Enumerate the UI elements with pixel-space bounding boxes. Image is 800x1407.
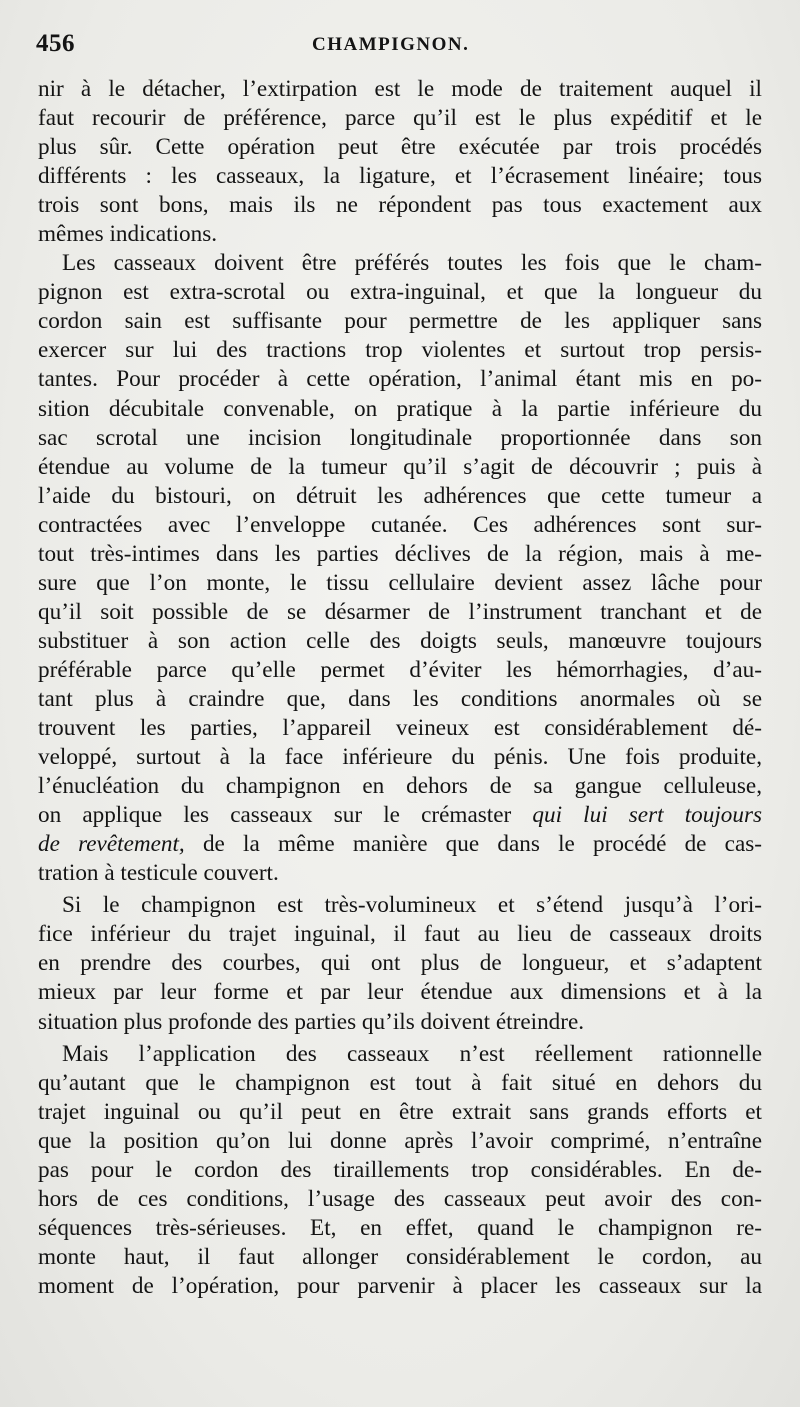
text-line: l’énucléation du champignon en dehors de sa gangue celluleuse,	[38, 773, 762, 800]
text-line: substituer à son action celle des doigts seuls, manœuvre toujours	[38, 627, 762, 654]
text-line: situation plus profonde des parties qu’ils doivent étreindre.	[38, 1008, 585, 1035]
text-line: contractées avec l’enveloppe cutanée. Ces adhérences sont sur-	[38, 511, 762, 538]
page-header	[36, 30, 716, 62]
text-line: mieux par leur forme et par leur étendue aux dimensions et à la	[38, 979, 762, 1006]
text-line: pas pour le cordon des tiraillements trop considérables. En de-	[38, 1156, 762, 1183]
text-line: différents : les casseaux, la ligature, et l’écrasement linéaire; tous	[38, 163, 762, 190]
text-line: sac scrotal une incision longitudinale proportionnée dans son	[38, 424, 762, 451]
paragraph-start-line: Si le champignon est très-volumineux et s’étend jusqu’à l’ori-	[62, 892, 762, 919]
text-line: sition décubitale convenable, on pratique à la partie inférieure du	[38, 395, 762, 422]
running-title: CHAMPIGNON.	[312, 34, 470, 55]
text-line: mêmes indications.	[38, 221, 218, 248]
text-line: veloppé, surtout à la face inférieure du pénis. Une fois produite,	[38, 744, 762, 771]
text-line: qu’autant que le champignon est tout à fait situé en dehors du	[38, 1069, 762, 1096]
text-line: tantes. Pour procéder à cette opération, l’animal étant mis en po-	[38, 366, 762, 393]
text-line: séquences très-sérieuses. Et, en effet, quand le champignon re-	[38, 1214, 762, 1241]
text-line: sure que l’on monte, le tissu cellulaire devient assez lâche pour	[38, 569, 762, 596]
text-line: préférable parce qu’elle permet d’éviter les hémorrhagies, d’au-	[38, 656, 762, 683]
paragraph-start-line: Mais l’application des casseaux n’est réellement rationnelle	[62, 1040, 762, 1067]
text-line: monte haut, il faut allonger considérablement le cordon, au	[38, 1243, 762, 1270]
text-line: plus sûr. Cette opération peut être exécutée par trois procédés	[38, 134, 762, 161]
text-line: moment de l’opération, pour parvenir à placer les casseaux sur la	[38, 1272, 762, 1299]
text-line: faut recourir de préférence, parce qu’il est le plus expéditif et le	[38, 105, 762, 132]
text-run: de la même manière que dans le procédé de cas-	[202, 831, 762, 858]
text-line: fice inférieur du trajet inguinal, il faut au lieu de casseaux droits	[38, 921, 762, 948]
text-line: étendue au volume de la tumeur qu’il s’agit de découvrir ; puis à	[38, 453, 762, 480]
text-line: exercer sur lui des tractions trop violentes et surtout trop persis-	[38, 337, 762, 364]
text-line: tout très-intimes dans les parties déclives de la région, mais à me-	[38, 540, 762, 567]
text-line: pignon est extra-scrotal ou extra-inguinal, et que la longueur du	[38, 279, 762, 306]
page-number: 456	[36, 30, 75, 57]
paragraph-start-line: Les casseaux doivent être préférés toutes les fois que le cham-	[62, 250, 762, 277]
text-line: trajet inguinal ou qu’il peut en être extrait sans grands efforts et	[38, 1098, 762, 1125]
body-text	[38, 75, 762, 1301]
text-line: tration à testicule couvert.	[38, 860, 279, 887]
text-line: tant plus à craindre que, dans les conditions anormales où se	[38, 685, 762, 712]
text-line: trouvent les parties, l’appareil veineux est considérablement dé-	[38, 715, 762, 742]
text-line	[38, 830, 762, 859]
text-run: on applique les casseaux sur le crémaster	[38, 802, 512, 829]
text-line: qu’il soit possible de se désarmer de l’instrument tranchant et de	[38, 598, 762, 625]
text-line: hors de ces conditions, l’usage des casseaux peut avoir des con-	[38, 1185, 762, 1212]
text-line: que la position qu’on lui donne après l’avoir comprimé, n’entraîne	[38, 1127, 762, 1154]
text-line: nir à le détacher, l’extirpation est le mode de traitement auquel il	[38, 76, 762, 102]
italic-text-run: de revêtement,	[38, 831, 185, 858]
italic-text-run: qui lui sert toujours	[532, 802, 763, 829]
text-line: l’aide du bistouri, on détruit les adhérences que cette tumeur a	[38, 482, 762, 509]
text-line: cordon sain est suffisante pour permettre de les appliquer sans	[38, 308, 762, 335]
text-line	[38, 801, 762, 830]
text-line: en prendre des courbes, qui ont plus de longueur, et s’adaptent	[38, 950, 762, 977]
text-line: trois sont bons, mais ils ne répondent pas tous exactement aux	[38, 192, 762, 219]
